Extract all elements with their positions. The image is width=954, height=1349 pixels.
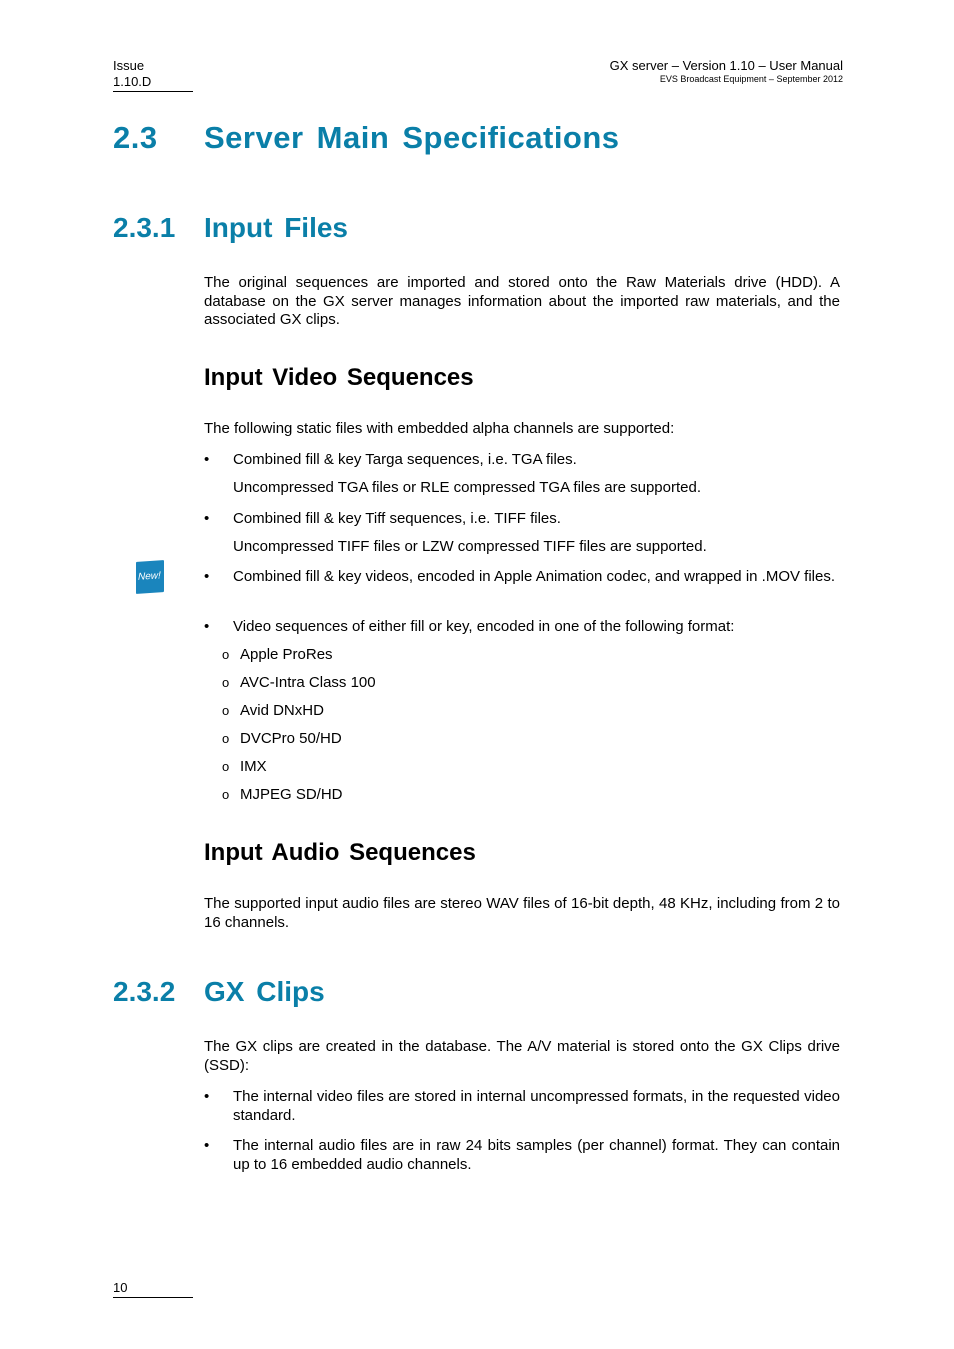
input-video-intro: The following static files with embedded alpha channels are supported: [204, 420, 675, 437]
input-video-heading: Input Video Sequences [204, 364, 474, 391]
video-note-tiff: Uncompressed TIFF files or LZW compressed TIFF files are supported. [233, 538, 707, 555]
gx-clips-title: GX Clips [204, 976, 325, 1007]
input-audio-heading: Input Audio Sequences [204, 839, 476, 866]
sub-bullet: o [222, 675, 230, 690]
bullet-dot: • [204, 618, 210, 635]
sub-bullet: o [222, 647, 230, 662]
issue-number: 1.10.D [113, 74, 152, 89]
doc-title: GX server – Version 1.10 – User Manual [609, 58, 843, 73]
header-issue [113, 58, 193, 92]
section-title: Server Main Specifications [204, 120, 620, 155]
gx-clips-bullet-video [204, 1088, 840, 1125]
section-heading [113, 120, 620, 156]
format-item: o IMX [222, 758, 267, 775]
new-badge-icon [136, 560, 164, 594]
bullet-dot: • [204, 510, 210, 527]
sub-bullet: o [222, 703, 230, 718]
section-number: 2.3 [113, 120, 158, 155]
sub-bullet: o [222, 787, 230, 802]
gx-clips-heading [113, 976, 325, 1008]
format-item: o Apple ProRes [222, 646, 333, 663]
bullet-dot: • [204, 568, 210, 585]
input-files-number: 2.3.1 [113, 212, 176, 243]
issue-label: Issue [113, 58, 145, 73]
bullet-dot: • [204, 1137, 210, 1154]
header-doc-info [610, 58, 843, 85]
bullet-text: Video sequences of either fill or key, encoded in one of the following format: [233, 618, 735, 635]
doc-subtitle: EVS Broadcast Equipment – September 2012 [659, 74, 843, 84]
format-item: o AVC-Intra Class 100 [222, 674, 376, 691]
bullet-text: The internal audio files are in raw 24 bits samples (per channel) format. They can contain up to 16 embedded audio channels. [233, 1137, 840, 1173]
bullet-text: Combined fill & key Targa sequences, i.e. TGA files. [233, 451, 577, 468]
format-item: o DVCPro 50/HD [222, 730, 342, 747]
video-bullet-tga [204, 451, 840, 470]
new-badge-label: New! [138, 570, 161, 583]
video-bullet-mov [204, 568, 840, 587]
video-note-tga: Uncompressed TGA files or RLE compressed TGA files are supported. [233, 479, 701, 496]
input-audio-text: The supported input audio files are stereo WAV files of 16-bit depth, 48 KHz, including from 2 to 16 channels. [204, 895, 840, 931]
bullet-dot: • [204, 451, 210, 468]
gx-clips-number: 2.3.2 [113, 976, 176, 1007]
bullet-text: Combined fill & key Tiff sequences, i.e. TIFF files. [233, 510, 561, 527]
input-files-title: Input Files [204, 212, 348, 243]
bullet-text: Combined fill & key videos, encoded in Apple Animation codec, and wrapped in .MOV files. [233, 568, 836, 585]
format-item: o Avid DNxHD [222, 702, 324, 719]
bullet-text: The internal video files are stored in internal uncompressed formats, in the requested video standard. [233, 1088, 840, 1124]
format-item: o MJPEG SD/HD [222, 786, 343, 803]
video-bullet-tiff [204, 510, 840, 529]
video-bullet-formats [204, 618, 840, 637]
page-number: 10 [113, 1280, 193, 1298]
sub-bullet: o [222, 731, 230, 746]
sub-bullet: o [222, 759, 230, 774]
gx-clips-intro: The GX clips are created in the database. The A/V material is stored onto the GX Clips drive (SSD): [204, 1038, 840, 1074]
input-files-heading [113, 212, 348, 244]
gx-clips-bullet-audio [204, 1137, 840, 1174]
bullet-dot: • [204, 1088, 210, 1105]
input-files-intro: The original sequences are imported and stored onto the Raw Materials drive (HDD). A database on the GX server manages information about the imported raw materials, and the associated GX clips. [204, 274, 840, 329]
